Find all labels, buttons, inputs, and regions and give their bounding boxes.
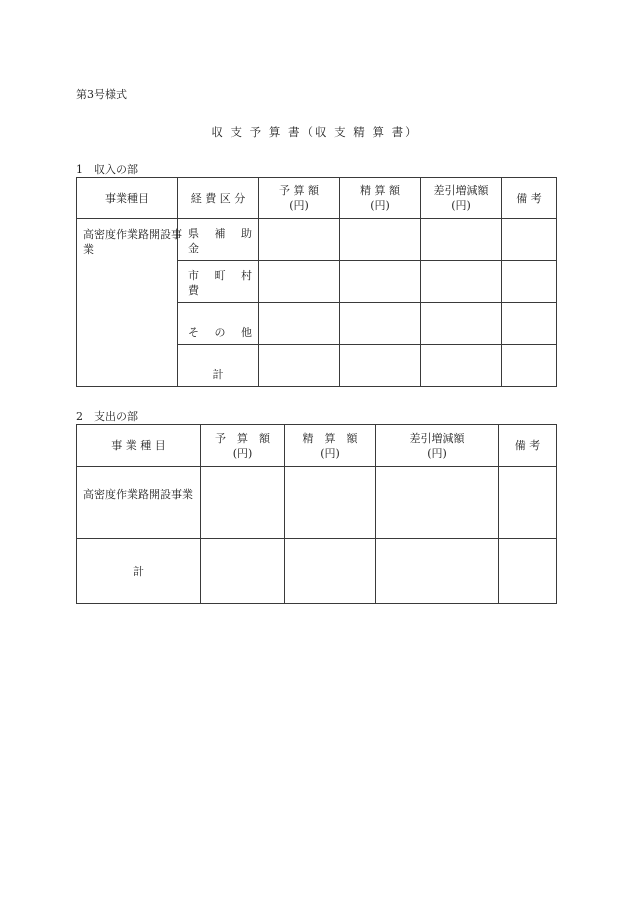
income-cell-budget (259, 219, 340, 261)
income-cell-settlement (340, 303, 421, 345)
expense-cell-settlement (285, 539, 376, 604)
income-cell-remarks (502, 303, 557, 345)
income-project-name: 高密度作業路開設事業 (77, 219, 178, 387)
income-cell-remarks (502, 219, 557, 261)
income-cell-settlement (340, 261, 421, 303)
expense-cell-settlement (285, 467, 376, 539)
expense-total-label: 計 (77, 539, 201, 604)
expense-header-row (77, 425, 557, 467)
income-header-settlement: 精 算 額 (円) (340, 178, 421, 219)
expense-cell-difference (376, 467, 499, 539)
income-cell-difference (421, 303, 502, 345)
income-cell-difference (421, 261, 502, 303)
expense-header-remarks: 備 考 (499, 425, 557, 467)
expense-cell-difference (376, 539, 499, 604)
income-section-heading: 1 収入の部 (76, 163, 138, 176)
expense-header-settlement: 精 算 額 (円) (285, 425, 376, 467)
income-header-project: 事業種目 (77, 178, 178, 219)
income-row (77, 219, 557, 261)
expense-cell-remarks (499, 539, 557, 604)
income-cell-remarks (502, 261, 557, 303)
income-cell-settlement (340, 219, 421, 261)
income-cell-difference (421, 219, 502, 261)
document-title: 収 支 予 算 書（収 支 精 算 書） (211, 125, 419, 139)
income-total-label: 計 (178, 345, 259, 387)
income-header-remarks: 備 考 (502, 178, 557, 219)
income-item-municipal-cost: 市 町 村 費 (178, 261, 259, 303)
income-table (76, 177, 557, 387)
expense-header-project: 事 業 種 目 (77, 425, 201, 467)
income-header-difference: 差引増減額 (円) (421, 178, 502, 219)
expense-header-budget: 予 算 額 (円) (201, 425, 285, 467)
income-cell-budget (259, 345, 340, 387)
expense-project-name: 高密度作業路開設事業 (77, 467, 201, 539)
expense-section-heading: 2 支出の部 (76, 410, 138, 423)
income-cell-budget (259, 261, 340, 303)
income-item-other: そ の 他 (178, 303, 259, 345)
income-header-budget: 予 算 額 (円) (259, 178, 340, 219)
expense-table (76, 424, 557, 604)
income-cell-difference (421, 345, 502, 387)
expense-row (77, 467, 557, 539)
form-number: 第3号様式 (76, 88, 127, 101)
income-cell-budget (259, 303, 340, 345)
income-header-row (77, 178, 557, 219)
income-cell-remarks (502, 345, 557, 387)
income-item-prefecture-subsidy: 県 補 助 金 (178, 219, 259, 261)
expense-header-difference: 差引増減額 (円) (376, 425, 499, 467)
income-cell-settlement (340, 345, 421, 387)
income-header-category: 経 費 区 分 (178, 178, 259, 219)
expense-cell-remarks (499, 467, 557, 539)
expense-cell-budget (201, 467, 285, 539)
expense-total-row (77, 539, 557, 604)
expense-cell-budget (201, 539, 285, 604)
